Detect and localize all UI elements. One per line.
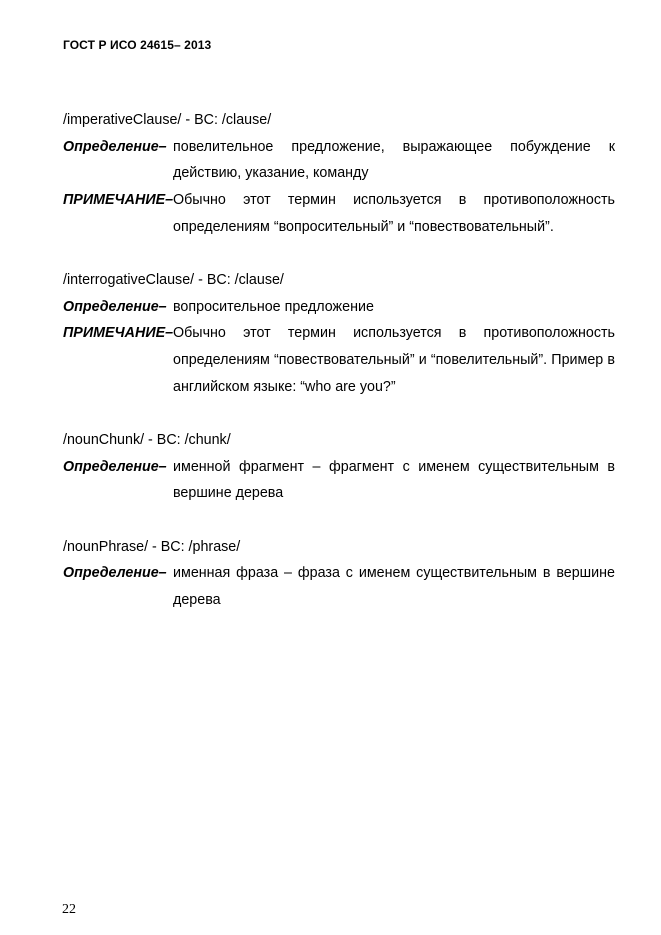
term-heading: /nounChunk/ - BC: /chunk/ <box>63 432 231 449</box>
document-body <box>63 107 615 640</box>
term-heading: /interrogativeClause/ - BC: /clause/ <box>63 272 284 289</box>
definition-label: Определение– <box>63 458 167 475</box>
definition-row <box>63 134 615 187</box>
note-text: Обычно этот термин используется в противоположность определениям “повествовательный” и “повелительный”. Пример в английском языке: “who are you?” <box>173 325 615 395</box>
definition-label: Определение– <box>63 565 167 582</box>
definition-text: повелительное предложение, выражающее побуждение к действию, указание, команду <box>173 138 615 182</box>
note-text: Обычно этот термин используется в противоположность определениям “вопросительный” и “повествовательный”. <box>173 192 615 235</box>
note-row <box>63 320 615 400</box>
entry-imperative-clause <box>63 107 615 241</box>
entry-noun-chunk <box>63 427 615 507</box>
definition-label: Определение– <box>63 138 167 155</box>
entry-interrogative-clause <box>63 267 615 401</box>
definition-row <box>63 560 615 613</box>
definition-label: Определение– <box>63 298 167 315</box>
definition-row <box>63 294 615 321</box>
note-row <box>63 187 615 240</box>
document-header: ГОСТ Р ИСО 24615– 2013 <box>63 38 212 52</box>
definition-text: вопросительное предложение <box>173 298 374 315</box>
page-number: 22 <box>62 902 76 917</box>
entry-noun-phrase <box>63 534 615 614</box>
note-label: ПРИМЕЧАНИЕ– <box>63 325 174 342</box>
definition-text: именная фраза – фраза с именем существительным в вершине дерева <box>173 565 615 609</box>
note-label: ПРИМЕЧАНИЕ– <box>63 192 174 209</box>
term-heading: /nounPhrase/ - BC: /phrase/ <box>63 538 241 555</box>
definition-row <box>63 454 615 507</box>
term-heading: /imperativeClause/ - BC: /clause/ <box>63 112 272 128</box>
definition-text: именной фрагмент – фрагмент с именем существительным в вершине дерева <box>173 458 615 502</box>
